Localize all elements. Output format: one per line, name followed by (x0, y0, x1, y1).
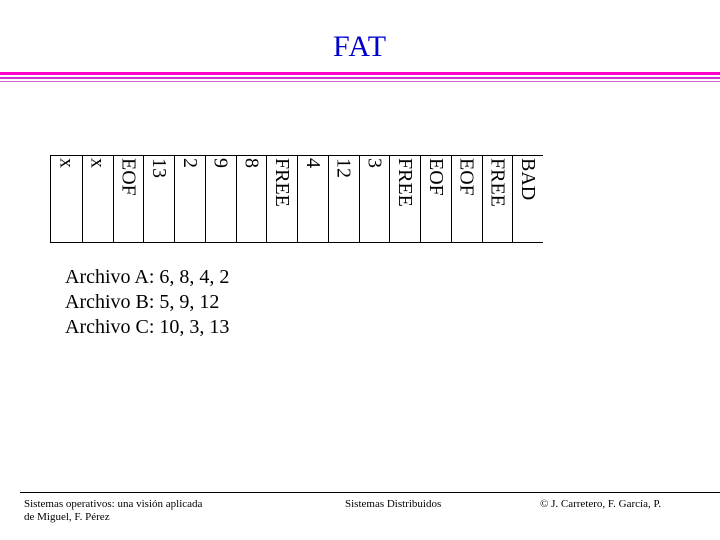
fat-cell (451, 156, 482, 242)
fat-cell-value: 4 (301, 158, 324, 168)
fat-cell (359, 156, 390, 242)
fat-cell (174, 156, 205, 242)
file-chain-c: Archivo C: 10, 3, 13 (65, 316, 230, 338)
fat-cell-value: 3 (363, 158, 386, 168)
fat-cell-value: FREE (486, 158, 509, 207)
file-chain-b: Archivo B: 5, 9, 12 (65, 291, 220, 313)
file-chain-a: Archivo A: 6, 8, 4, 2 (65, 266, 230, 288)
footer-book-credit (24, 498, 202, 524)
fat-cell-value: FREE (271, 158, 294, 207)
footer-course: Sistemas Distribuidos (345, 498, 442, 510)
fat-table (50, 155, 543, 243)
fat-cell-value: 13 (148, 158, 171, 178)
footer-book-authors: de Miguel, F. Pérez (24, 511, 110, 523)
footer-book-title: Sistemas operativos: una visión aplicada (24, 498, 203, 510)
fat-cell (82, 156, 113, 242)
slide-title: FAT (332, 30, 388, 63)
fat-cell-value: EOF (424, 158, 447, 196)
fat-cell-value: EOF (117, 158, 140, 196)
footer-copyright: © J. Carretero, F. García, P. (540, 498, 662, 510)
fat-cell-value: x (86, 158, 109, 168)
fat-cell (266, 156, 297, 242)
fat-cell-value: 9 (209, 158, 232, 168)
fat-cell-value: 8 (240, 158, 263, 168)
fat-cell (297, 156, 328, 242)
fat-cell-value: 12 (332, 158, 355, 178)
title-divider (0, 72, 720, 88)
fat-cell (113, 156, 144, 242)
fat-cell (389, 156, 420, 242)
fat-cell (420, 156, 451, 242)
fat-cell (51, 156, 82, 242)
fat-cell (236, 156, 267, 242)
fat-cell-value: x (55, 158, 78, 168)
fat-cell (512, 156, 543, 242)
fat-cell (205, 156, 236, 242)
fat-cell-value: BAD (517, 158, 540, 201)
fat-cell (482, 156, 513, 242)
footer-divider (20, 492, 720, 493)
fat-cell-value: FREE (394, 158, 417, 207)
fat-cell-value: 2 (178, 158, 201, 168)
fat-cell (328, 156, 359, 242)
file-chain-list (65, 265, 229, 340)
fat-cell (143, 156, 174, 242)
fat-cell-value: EOF (455, 158, 478, 196)
